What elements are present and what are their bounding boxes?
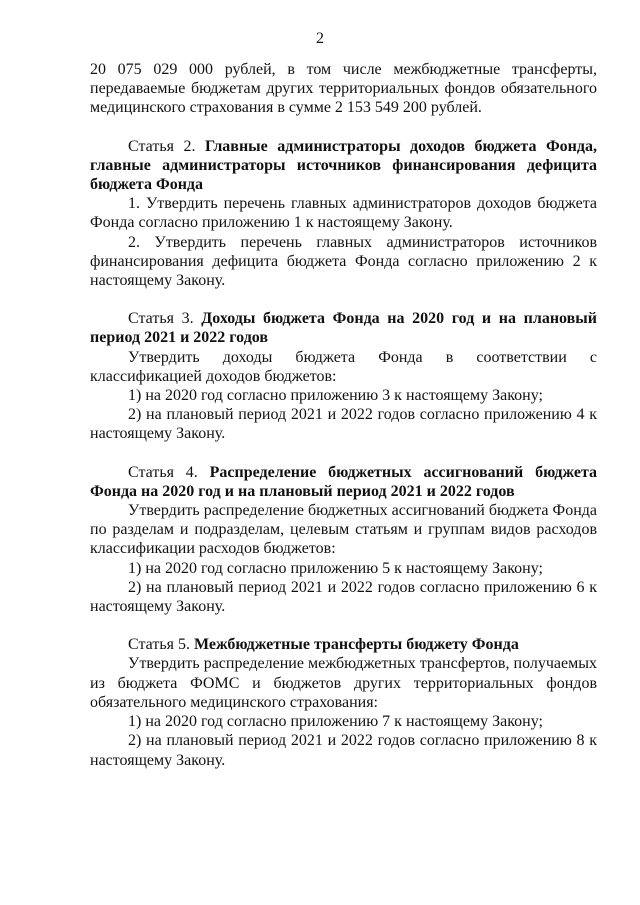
article-paragraph: 2. Утвердить перечень главных администраторов источников финансирования дефицита бюджета Фонда согласно приложению 2 к настоящему Закону.	[90, 233, 597, 290]
article-label: Статья 3.	[128, 310, 194, 328]
article-paragraph: Утвердить распределение бюджетных ассигнований бюджета Фонда по разделам и подразделам, целевым статьям и группам видов расходов классификации расходов бюджетов:	[90, 502, 597, 558]
article-paragraph: 2) на плановый период 2021 и 2022 годов согласно приложению 4 к настоящему Закону.	[90, 406, 597, 443]
article-paragraph: Утвердить распределение межбюджетных трансфертов, получаемых из бюджета ФОМС и бюджетов других территориальных фондов обязательного медицинского страхования:	[90, 655, 597, 711]
article-heading	[90, 635, 597, 654]
article-heading	[90, 137, 597, 195]
article-label: Статья 4.	[128, 463, 198, 481]
article-heading	[90, 463, 597, 501]
document-body	[90, 60, 597, 770]
article-title: Межбюджетные трансферты бюджету Фонда	[193, 636, 519, 654]
article-3	[90, 309, 597, 443]
article-paragraph: 2) на плановый период 2021 и 2022 годов согласно приложению 6 к настоящему Закону.	[90, 578, 597, 616]
article-5	[90, 635, 597, 769]
intro-paragraph: 20 075 029 000 рублей, в том числе межбюджетные трансферты, передаваемые бюджетам других территориальных фондов обязательного медицинского страхования в сумме 2 153 549 200 рублей.	[90, 61, 597, 117]
article-title: Главные администраторы доходов бюджета Фонда, главные администраторы источников финансирования дефицита бюджета Фонда	[90, 137, 597, 194]
article-heading	[90, 309, 597, 347]
article-paragraph: Утвердить доходы бюджета Фонда в соответствии с классификацией доходов бюджетов:	[90, 348, 597, 385]
article-paragraph: 1) на 2020 год согласно приложению 3 к настоящему Закону;	[128, 387, 543, 405]
article-label: Статья 2.	[128, 137, 196, 155]
article-paragraph: 1. Утвердить перечень главных администраторов доходов бюджета Фонда согласно приложению 1 к настоящему Закону.	[90, 195, 597, 232]
article-title: Доходы бюджета Фонда на 2020 год и на плановый период 2021 и 2022 годов	[90, 310, 598, 347]
article-4	[90, 463, 597, 617]
article-label: Статья 5.	[128, 636, 190, 654]
article-title: Распределение бюджетных ассигнований бюджета Фонда на 2020 год и на плановый период 2021 и 2022 годов	[90, 463, 598, 500]
article-paragraph: 1) на 2020 год согласно приложению 7 к настоящему Закону;	[128, 713, 543, 731]
article-2	[90, 137, 597, 291]
article-paragraph: 2) на плановый период 2021 и 2022 годов согласно приложению 8 к настоящему Закону.	[90, 732, 597, 769]
page-number: 2	[316, 30, 324, 47]
article-paragraph: 1) на 2020 год согласно приложению 5 к настоящему Закону;	[128, 559, 543, 577]
